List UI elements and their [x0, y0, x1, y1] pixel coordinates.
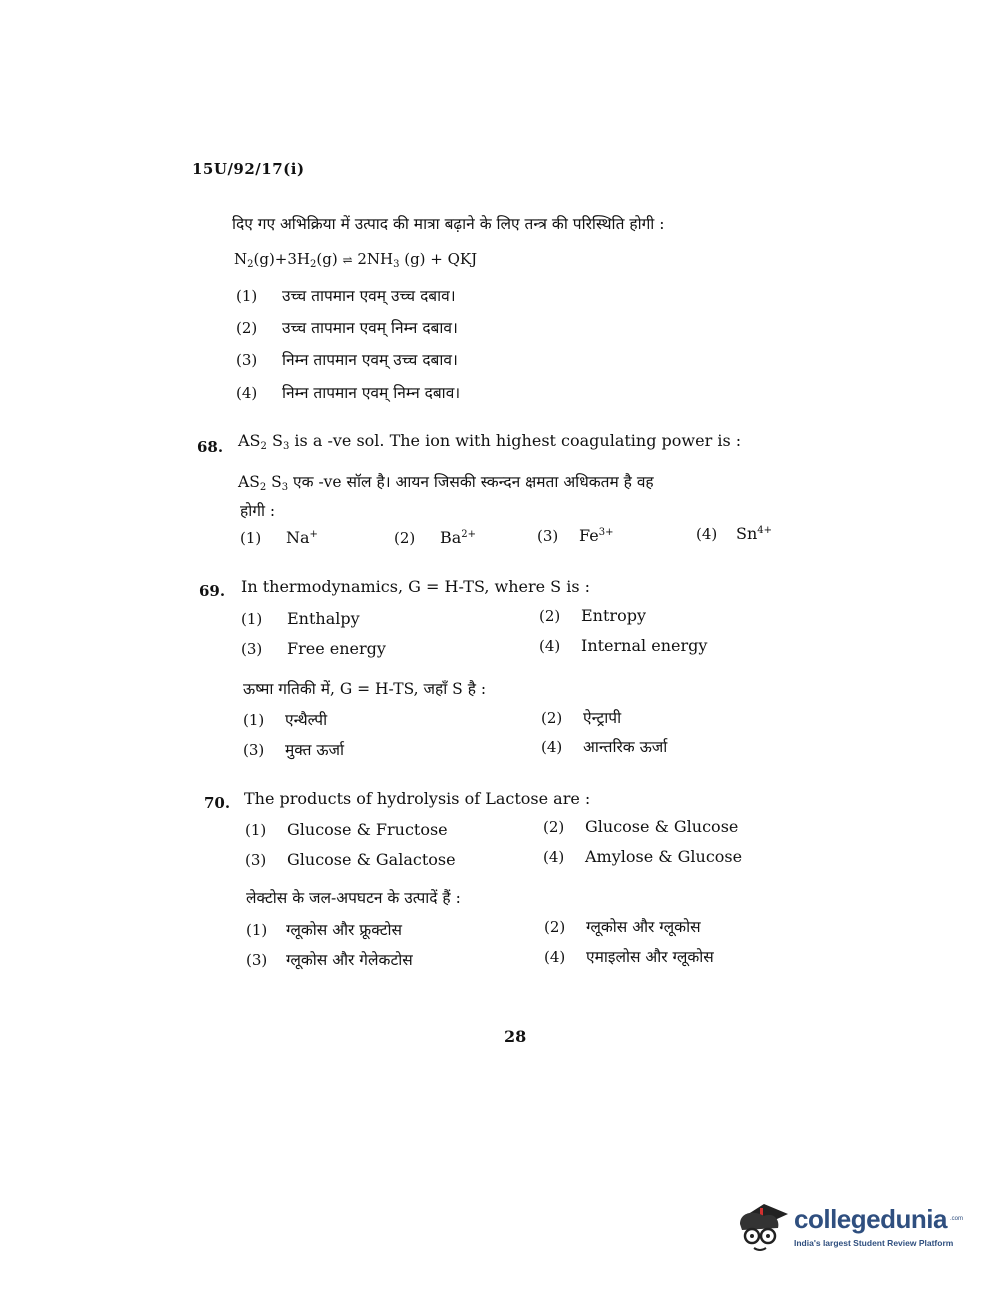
q70-option: (1) Glucose & Fructose [245, 820, 448, 839]
logo-wordmark: collegedunia [794, 1204, 947, 1234]
q67-option: (3) निम्न तापमान एवम् उच्च दबाव। [236, 351, 458, 369]
q67-option: (1) उच्च तापमान एवम् उच्च दबाव। [236, 287, 456, 305]
q69-option: (4) Internal energy [539, 636, 708, 655]
q70-option: (4) Amylose & Glucose [543, 847, 743, 866]
q67-hindi-question: दिए गए अभिक्रिया में उत्पाद की मात्रा बढ़ाने के लिए तन्त्र की परिस्थिति होगी : [232, 215, 665, 233]
q68-option: (4) $Sn^{4+}$ [696, 524, 773, 543]
logo-suffix: .com [950, 1216, 964, 1222]
q70-option: (3) ग्लूकोस और गेलेकटोस [246, 951, 413, 969]
q69-option: (2) Entropy [539, 606, 646, 625]
q70-option: (2) ग्लूकोस और ग्लूकोस [544, 918, 701, 936]
q70-option: (1) ग्लूकोस और फ्रूक्टोस [246, 921, 403, 939]
q69-option: (4) आन्तरिक ऊर्जा [541, 738, 668, 756]
q69-option: (1) Enthalpy [241, 609, 360, 628]
q69-option: (2) ऐन्ट्रापी [541, 709, 622, 727]
q68-option: (3) $Fe^{3+}$ [537, 526, 614, 545]
q70-number: 70. [204, 794, 231, 812]
q69-hindi-question: ऊष्मा गतिकी में, G = H-TS, जहाँ S है : [243, 680, 487, 698]
q68-number: 68. [197, 438, 224, 456]
q70-option: (4) एमाइलोस और ग्लूकोस [544, 948, 714, 966]
q69-option: (3) मुक्त ऊर्जा [243, 741, 345, 759]
q68-hindi-question-line2: होगी : [240, 502, 276, 520]
collegedunia-logo [734, 1194, 964, 1264]
q70-option: (3) Glucose & Galactose [245, 850, 456, 869]
q70-hindi-question: लेक्टोस के जल-अपघटन के उत्पादें हैं : [246, 889, 461, 907]
q67-option: (2) उच्च तापमान एवम् निम्न दबाव। [236, 319, 458, 337]
q70-english-question: The products of hydrolysis of Lactose are : [244, 789, 591, 808]
student-mascot-icon [734, 1194, 790, 1256]
q69-option: (3) Free energy [241, 639, 386, 658]
q68-hindi-question: $AS_2$ $S_3$ एक -ve सॉल है। आयन जिसकी स्कन्दन क्षमता अधिकतम है वह [238, 473, 654, 493]
q69-option: (1) एन्थैल्पी [243, 711, 328, 729]
logo-tagline: India's largest Student Review Platform [794, 1238, 954, 1248]
q67-option: (4) निम्न तापमान एवम् निम्न दबाव। [236, 384, 461, 402]
q68-option: (2) $Ba^{2+}$ [394, 528, 477, 547]
page-number: 28 [504, 1027, 527, 1046]
q68-option: (1) Na+ [240, 528, 318, 547]
q67-equation: $N_2(g)+3H_2(g)$ ⇌ $2NH_3$ (g) + QKJ [234, 250, 478, 270]
q68-english-question: $AS_2$ $S_3$ is a -ve sol. The ion with highest coagulating power is : [238, 431, 742, 452]
q69-number: 69. [199, 582, 226, 600]
q70-option: (2) Glucose & Glucose [543, 817, 739, 836]
q69-english-question: In thermodynamics, G = H-TS, where S is : [241, 577, 591, 596]
paper-code: 15U/92/17(i) [192, 160, 305, 178]
